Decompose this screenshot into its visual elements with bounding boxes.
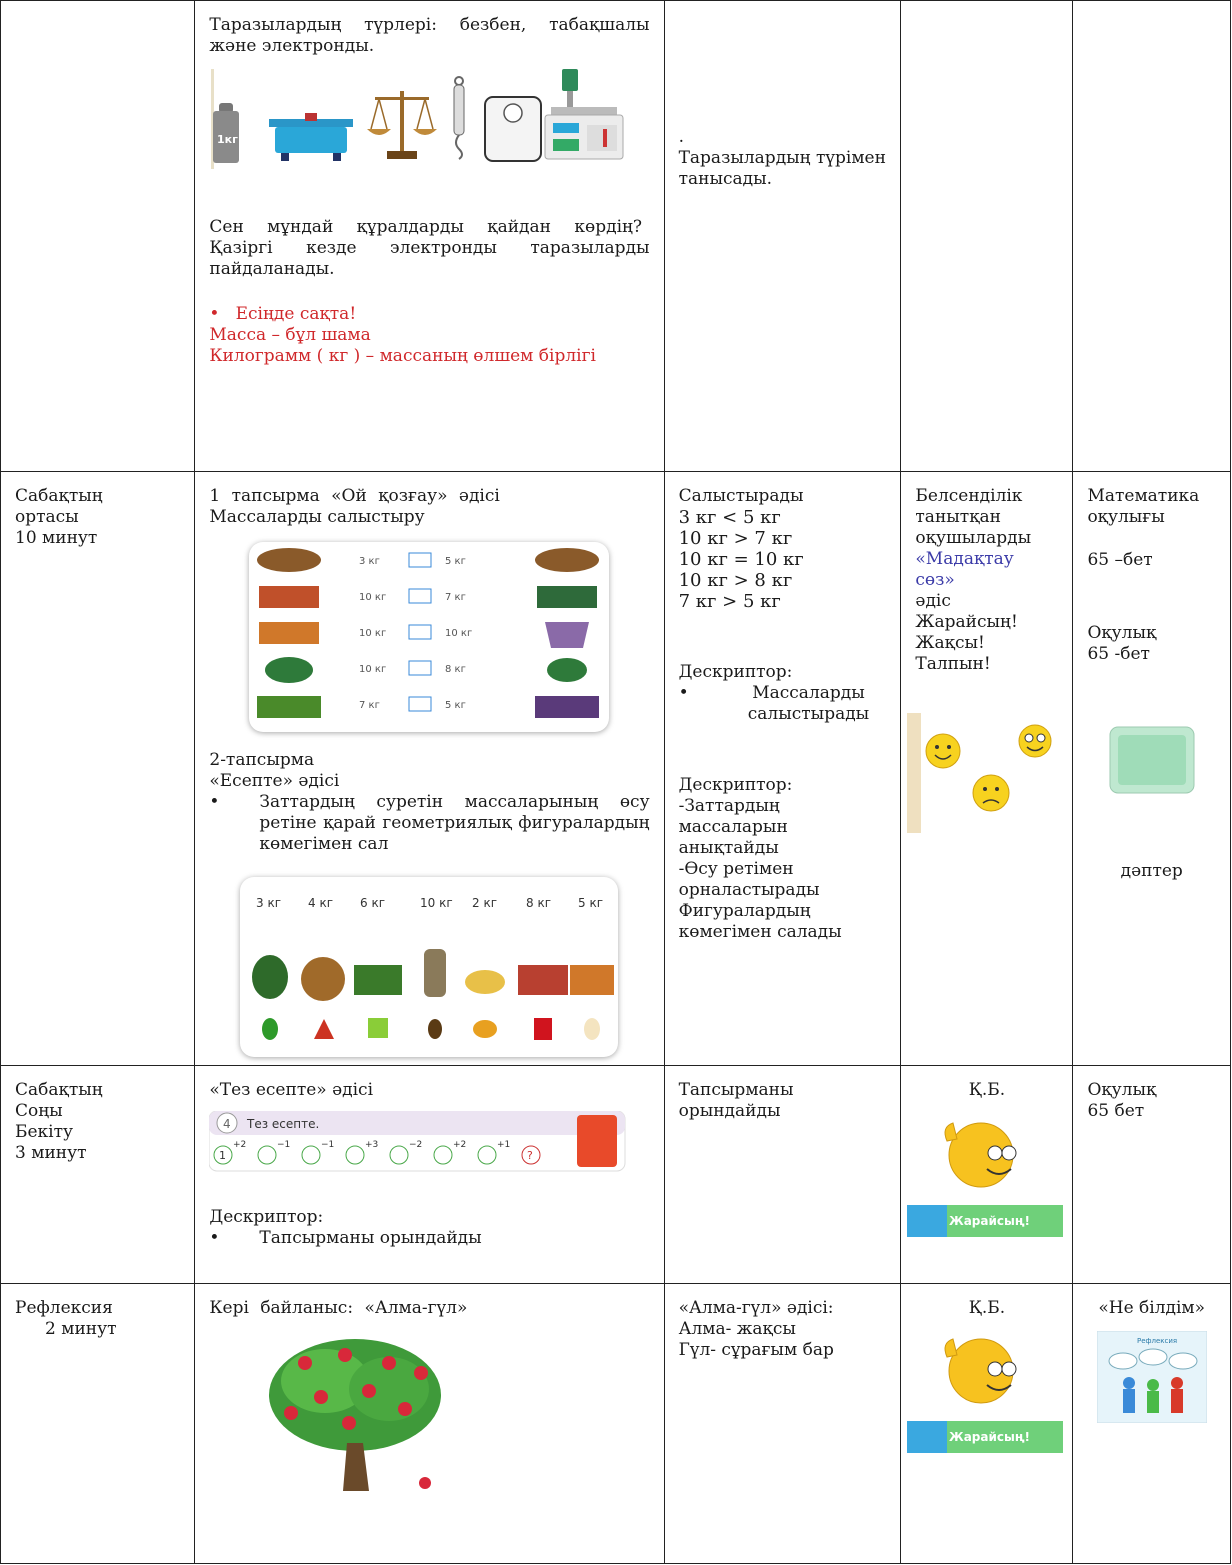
svg-text:1кг: 1кг <box>217 133 239 146</box>
bullet-dot: • <box>209 304 220 324</box>
reflection-flower: Гүл- сұрағым бар <box>678 1340 834 1360</box>
compare-right-weight: 10 кг <box>445 628 473 639</box>
chain-step-label: +2 <box>233 1140 247 1150</box>
activity-cell-end <box>195 1066 664 1284</box>
compare-result: 10 кг > 8 кг <box>678 570 793 591</box>
bathroom-scale-icon <box>485 97 541 161</box>
assessment-cell-end <box>901 1066 1073 1284</box>
stage-duration: 2 минут <box>45 1319 117 1339</box>
feedback-text: Кері байланыс: «Алма-гүл» <box>209 1298 468 1318</box>
row-reflection <box>1 1284 1231 1564</box>
item-weight-label: 2 кг <box>472 896 498 910</box>
stage-line: Рефлексия <box>15 1298 113 1318</box>
smiley-faces-illustration <box>905 713 1057 833</box>
assessment-label: Қ.Б. <box>968 1298 1006 1318</box>
remember-block <box>209 304 649 367</box>
stage-cell-reflection <box>1 1284 195 1564</box>
praise-word: Талпын! <box>915 654 991 674</box>
praise-banner: Жарайсың! <box>949 1214 1031 1228</box>
compare-right-weight: 5 кг <box>445 700 467 711</box>
compare-masses-illustration <box>249 542 609 732</box>
descriptor2-title: Дескриптор: <box>678 775 793 795</box>
compare-left-weight: 10 кг <box>359 628 387 639</box>
quick-count-method: «Тез есепте» әдісі <box>209 1080 374 1100</box>
praise-method-tail: әдіс <box>915 591 951 611</box>
compare-heading: Салыстырады <box>678 486 804 506</box>
chain-answer-circle[interactable] <box>390 1146 408 1164</box>
praise-method: «Мадақтау сөз» <box>915 549 1014 590</box>
assessment-cell-middle <box>901 472 1073 1066</box>
row-end <box>1 1066 1231 1284</box>
chain-answer-circle[interactable] <box>258 1146 276 1164</box>
student-cell-scales <box>664 1 901 472</box>
resource-cell-empty <box>1073 1 1231 472</box>
resource-book: Математика оқулығы <box>1087 486 1200 527</box>
compare-right-weight: 5 кг <box>445 556 467 567</box>
remember-text: Есіңде сақта! <box>235 304 357 324</box>
assessment-label: Қ.Б. <box>968 1080 1006 1100</box>
activity-cell-middle <box>195 472 664 1066</box>
descriptor2-line: көмегімен салады <box>678 922 842 942</box>
weights-labels <box>256 896 603 910</box>
compare-answer-box[interactable] <box>409 589 431 603</box>
notebook-illustration <box>1108 725 1196 795</box>
chain-answer-circle[interactable] <box>302 1146 320 1164</box>
descriptor-item: Тапсырманы орындайды <box>259 1228 482 1248</box>
thumbs-up-smiley-icon <box>907 1111 1063 1241</box>
student-cell-middle <box>664 472 901 1066</box>
stage-line: ортасы <box>15 507 79 527</box>
compare-answer-box[interactable] <box>409 553 431 567</box>
stage-duration: 10 минут <box>15 528 98 548</box>
descriptor2-line: -Заттардың <box>678 796 780 816</box>
chain-step-label: −1 <box>321 1140 335 1150</box>
shapes <box>262 1018 600 1040</box>
descriptor1-bullet <box>679 683 887 725</box>
reflection-method: «Алма-гүл» әдісі: <box>678 1298 834 1318</box>
task2-text: Заттардың суретін массаларының өсу ретіне қарай геометриялық фигуралардың көмегімен сал <box>259 792 650 854</box>
scales-intro: Таразылардың түрлері: безбен, табақшалы және электронды. <box>209 15 650 56</box>
praise-banner: Жарайсың! <box>949 1430 1031 1444</box>
chain-step-label: +1 <box>497 1140 511 1150</box>
item-weight-label: 10 кг <box>420 896 454 910</box>
apple-tree-illustration <box>265 1333 445 1491</box>
student-end-text: Тапсырманы орындайды <box>678 1080 794 1121</box>
chain-answer-circle[interactable] <box>434 1146 452 1164</box>
student-scales-text: Таразылардың түрімен танысады. <box>678 148 886 189</box>
resource-page: 65 бет <box>1087 1101 1145 1121</box>
task2-title: 2-тапсырма <box>209 750 315 770</box>
task1-title: 1 тапсырма «Ой қозғау» әдісі <box>209 486 500 506</box>
item-weight-label: 5 кг <box>578 896 604 910</box>
stage-cell-middle <box>1 472 195 1066</box>
descriptor2-line: -Өсу ретімен <box>678 859 794 879</box>
task2-method: «Есепте» әдісі <box>209 771 340 791</box>
student-dot: . <box>678 127 684 147</box>
scales-illustrations <box>209 69 629 179</box>
resource-cell-end <box>1073 1066 1231 1284</box>
reflection-poster-illustration <box>1097 1331 1207 1423</box>
compare-result: 10 кг = 10 кг <box>678 549 804 570</box>
compare-left-weight: 7 кг <box>359 700 381 711</box>
left-items <box>257 548 321 718</box>
chain-step-label: +3 <box>365 1140 379 1150</box>
poster-title: Рефлексия <box>1136 1337 1177 1345</box>
compare-result: 3 кг < 5 кг <box>678 507 781 528</box>
reflection-apple: Алма- жақсы <box>678 1319 796 1339</box>
stage-duration: 3 минут <box>15 1143 87 1163</box>
spring-scale-icon <box>454 77 464 159</box>
quick-count-exercise <box>209 1111 629 1175</box>
bullet-dot: • <box>209 1228 220 1248</box>
descriptor2-line: массаларын <box>678 817 788 837</box>
stage-line: Бекіту <box>15 1122 74 1142</box>
stage-line: Сабақтың <box>15 486 103 506</box>
resource-cell-reflection <box>1073 1284 1231 1564</box>
student-cell-reflection <box>664 1284 901 1564</box>
chain-end-value: ? <box>527 1149 534 1162</box>
exercise-number: 4 <box>223 1117 232 1131</box>
compare-left-weight: 3 кг <box>359 556 381 567</box>
compare-left-weight: 10 кг <box>359 664 387 675</box>
activity-cell-scales <box>195 1 664 472</box>
resource-page: 65 -бет <box>1087 644 1150 664</box>
resource-textbook: Оқулық <box>1087 623 1157 643</box>
descriptor2-line: Фигуралардың <box>678 901 811 921</box>
praise-word: Жарайсың! <box>915 612 1018 632</box>
compare-result: 7 кг > 5 кг <box>678 591 781 612</box>
compare-answer-box[interactable] <box>409 697 431 711</box>
descriptor2-line: орналастырады <box>678 880 820 900</box>
thumbs-up-smiley-icon <box>907 1327 1063 1457</box>
chain-step-label: +2 <box>453 1140 467 1150</box>
chain-step-label: −2 <box>409 1140 423 1150</box>
balance-scale-icon <box>367 91 437 159</box>
book-character-icon <box>577 1115 617 1167</box>
chain-step-label: −1 <box>277 1140 291 1150</box>
assessment-cell-reflection <box>901 1284 1073 1564</box>
activity-cell-reflection <box>195 1284 664 1564</box>
compare-answer-box[interactable] <box>409 625 431 639</box>
chain-answer-circle[interactable] <box>478 1146 496 1164</box>
compare-rows <box>359 553 472 711</box>
descriptor-bullet <box>209 1228 649 1249</box>
praise-word: Жақсы! <box>915 633 985 653</box>
item-weight-label: 6 кг <box>360 896 386 910</box>
stage-line: Сабақтың <box>15 1080 103 1100</box>
compare-answer-box[interactable] <box>409 661 431 675</box>
assessment-line: танытқан <box>915 507 1001 527</box>
resource-what-learned: «Не білдім» <box>1098 1298 1206 1318</box>
descriptor-title: Дескриптор: <box>209 1207 324 1227</box>
resource-notebook: дәптер <box>1120 861 1183 881</box>
stage-cell-end <box>1 1066 195 1284</box>
weighted-items <box>252 949 614 1001</box>
compare-left-weight: 10 кг <box>359 592 387 603</box>
stage-cell-empty <box>1 1 195 472</box>
right-items <box>535 548 599 718</box>
descriptor1-title: Дескриптор: <box>678 662 793 682</box>
descriptor1-item: Массаларды салыстырады <box>747 683 870 724</box>
compare-result: 10 кг > 7 кг <box>678 528 793 549</box>
student-cell-end <box>664 1066 901 1284</box>
kg-definition: Килограмм ( кг ) – массаның өлшем бірлігі <box>209 346 596 366</box>
exercise-title: Тез есепте. <box>247 1117 320 1131</box>
descriptor2-line: анықтайды <box>678 838 779 858</box>
row-middle <box>1 472 1231 1066</box>
weight-icon <box>211 69 239 169</box>
chain-answer-circle[interactable] <box>346 1146 364 1164</box>
assessment-line: оқушыларды <box>915 528 1032 548</box>
row-scales <box>1 1 1231 472</box>
assessment-cell-empty <box>901 1 1073 472</box>
item-weight-label: 4 кг <box>308 896 334 910</box>
compare-right-weight: 8 кг <box>445 664 467 675</box>
order-by-mass-illustration <box>240 877 618 1057</box>
mass-definition: Масса – бұл шама <box>209 325 371 345</box>
compare-right-weight: 7 кг <box>445 592 467 603</box>
bullet-dot: • <box>678 683 689 703</box>
question-text: Сен мұндай құралдарды қайдан көрдің? <box>209 217 643 237</box>
resource-cell-middle <box>1073 472 1231 1066</box>
item-weight-label: 8 кг <box>526 896 552 910</box>
platform-scale-icon <box>269 113 353 161</box>
chain-start-value: 1 <box>219 1149 227 1162</box>
item-weight-label: 3 кг <box>256 896 282 910</box>
assessment-line: Белсенділік <box>915 486 1023 506</box>
stage-line: Соңы <box>15 1101 63 1121</box>
task1-subtitle: Массаларды салыстыру <box>209 507 425 527</box>
electronic-scale-icon <box>545 69 623 159</box>
bullet-dot: • <box>209 792 220 812</box>
answer-text: Қазіргі кезде электронды таразыларды пайдаланады. <box>209 238 650 279</box>
resource-textbook: Оқулық <box>1087 1080 1157 1100</box>
resource-page: 65 –бет <box>1087 550 1153 570</box>
task2-bullet <box>209 792 649 855</box>
